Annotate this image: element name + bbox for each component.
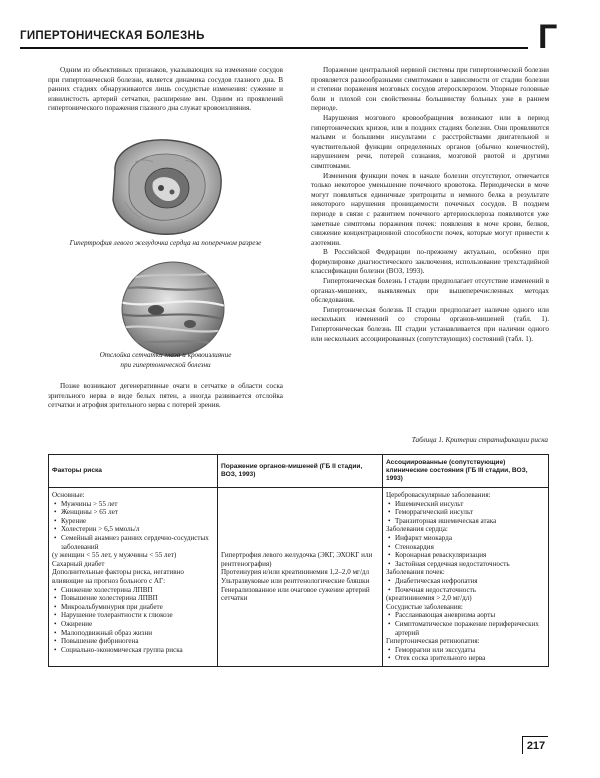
caption-line: при гипертонической болезни [120,360,211,369]
bullet-item: • Инфаркт миокарда [386,534,545,543]
list-line: Гипертоническая ретинопатия: [386,637,480,646]
bullet-item: • Геморрагии или экссудаты [386,646,545,655]
bullet-item: • Холестерин > 6,5 ммоль/л [52,525,214,534]
caption-line: Отслойка сетчатки глаза и кровоизлияние [99,351,232,359]
right-column [311,66,549,344]
bullet-item: • Мужчины > 55 лет [52,500,214,509]
header-target-organs: Поражение органов-мишеней (ГБ II стадии, ВОЗ, 1993) [218,455,383,488]
list-line: Основные: [52,491,85,499]
page-number: 217 [526,740,546,752]
list-line: Сосудистые заболевания: [386,602,463,611]
paragraph: В Российской Федерации по-прежнему актуально, особенно при формулировке диагностического заключения, использование трехстадийной классификации болезни (ВОЗ, 1993). [311,248,549,276]
bullet-item: • Женщины > 65 лет [52,508,214,517]
retina-figure-caption [48,351,283,370]
bullet-item: • Курение [52,517,214,526]
list-line: Протеинурия и/или креатининемия 1,2–2,0 мг/дл [221,568,370,577]
left-column-top [48,66,283,114]
associated-conditions-cell [383,488,549,667]
bullet-item: • Ишемический инсульт [386,500,545,509]
list-line: (у женщин < 55 лет, у мужчины < 55 лет) [52,551,177,560]
paragraph: Одним из объективных признаков, указывающих на изменение сосудов при гипертонической болезни, является динамика сосудов глазного дна. В ранних стадиях обнаруживаются лишь сосудистые изменения: сужение и извилистость артерий сетчатки, расширение вен. Одним из проявлений гипертонического поражения глазного дна служат кровоизлияния. [48,66,283,113]
bullet-item: • Стенокардия [386,543,545,552]
bullet-item: • Отек соска зрительного нерва [386,654,545,663]
header-risk-factors: Факторы риска [49,455,218,488]
table-caption: Таблица 1. Критерии стратификации риска [411,436,548,444]
bullet-item: • Микроальбуминурия при диабете [52,603,214,612]
bullet-item: • Семейный анамнез ранних сердечно-сосудистых заболеваний [52,534,214,551]
bullet-item: • Малоподвижный образ жизни [52,629,214,638]
bullet-item: • Повышение холестерина ЛПВП [52,594,214,603]
list-line: Ультразвуковые или рентгенологические бляшки [221,576,370,585]
bullet-item: • Застойная сердечная недостаточность [386,560,545,569]
risk-factors-cell [49,488,218,667]
bullet-item: • Расслаивающая аневризма аорты [386,611,545,620]
heart-cross-section-image [95,132,235,245]
table-header-row [49,455,549,488]
bullet-item: • Транзиторная ишемическая атака [386,517,545,526]
paragraph: Гипертоническая болезнь I стадии предполагает отсутствие изменений в органах-мишенях, выявляемых при вышеперечисленных методах обследования. [311,277,549,305]
heart-figure-caption: Гипертрофия левого желудочка сердца на поперечном разрезе [69,239,262,247]
list-line: Гипертрофия левого желудочка (ЭКГ, ЭХОКГ или рентгенография) [221,551,373,568]
bullet-item: • Почечная недостаточность [386,586,545,595]
list-line: Цереброваскулярные заболевания: [386,491,491,499]
list-line: Дополнительные факторы риска, негативно влияющие на прогноз больного с АГ: [52,568,184,585]
bullet-item: • Симптоматическое поражение периферических артерий [386,620,545,637]
running-header-title: ГИПЕРТОНИЧЕСКАЯ БОЛЕЗНЬ [20,30,205,42]
retina-image [120,260,226,363]
left-column-bottom [48,382,283,411]
target-organs-cell [218,488,383,667]
bullet-item: • Диабетическая нефропатия [386,577,545,586]
page-number-rule [522,736,523,754]
header-rule [20,47,528,49]
paragraph: Поражение центральной нервной системы при гипертонической болезни проявляется разнообразными симптомами в зависимости от стадии болезни и степени поражения мозговых сосудов атеросклерозом. Упорные головные боли и плохой сон свойственны большинству больных уже в раннем периоде. [311,66,549,113]
bullet-item: • Ожирение [52,620,214,629]
page-number-rule-top [522,736,548,737]
list-line: Сахарный диабет [52,559,105,568]
list-line: Заболевания почек: [386,568,445,577]
bullet-item: • Социально-экономическая группа риска [52,646,214,655]
paragraph: Нарушения мозгового кровообращения возникают или в период гипертонических кризов, или в поздних стадиях болезни. Они проявляются малыми и большими инсультами с расстройствами двигательной и чувствительной функции определенных органов (обычно конечностей), нарушением речи, потерей сознания, мозговой рвотой и другими симптомами. [311,113,549,170]
bullet-item: • Снижение холестерина ЛПВП [52,586,214,595]
list-line: Заболевания сердца: [386,525,448,534]
section-letter: Г [538,18,558,56]
bullet-item: • Повышение фибриногена [52,637,214,646]
list-line: Генерализованное или очаговое сужение артерий сетчатки [221,585,370,603]
table-row [49,488,549,667]
paragraph: Гипертоническая болезнь II стадии предполагает наличие одного или нескольких изменений со стороны органов-мишеней (табл. 1). Гипертоническая болезнь III стадии устанавливается при наличии одного или нескольких ассоциированных (сопутствующих) состояний (табл. 1). [311,305,549,343]
risk-stratification-table [48,454,549,667]
paragraph: Позже возникают дегенеративные очаги в сетчатке в области соска зрительного нерва в виде белых пятен, а иногда развивается отслойка сетчатки и атрофия зрительного нерва с потерей зрения. [48,382,283,410]
list-line: (креатининемия > 2,0 мг/дл) [386,594,472,603]
bullet-item: • Нарушение толерантности к глюкозе [52,611,214,620]
paragraph: Изменения функции почек в начале болезни отсутствуют, отмечается только некоторое уменьшение почечного кровотока. Периодически в моче могут появляться единичные эритроциты и немного белка в результате некоторого нарушения проницаемости почечных сосудов. В позднем периоде в связи с развитием почечного артериосклероза появляются уже заметные симптомы поражения почек: появления в моче крови, белков, снижение концентрационной способности почек, которые могут привести к азотемии. [311,171,549,247]
bullet-item: • Коронарная реваскуляризация [386,551,545,560]
header-associated-conditions: Ассоциированные (сопутствующие) клинические состояния (ГБ III стадии, ВОЗ, 1993) [383,455,549,488]
bullet-item: • Геморрагический инсульт [386,508,545,517]
